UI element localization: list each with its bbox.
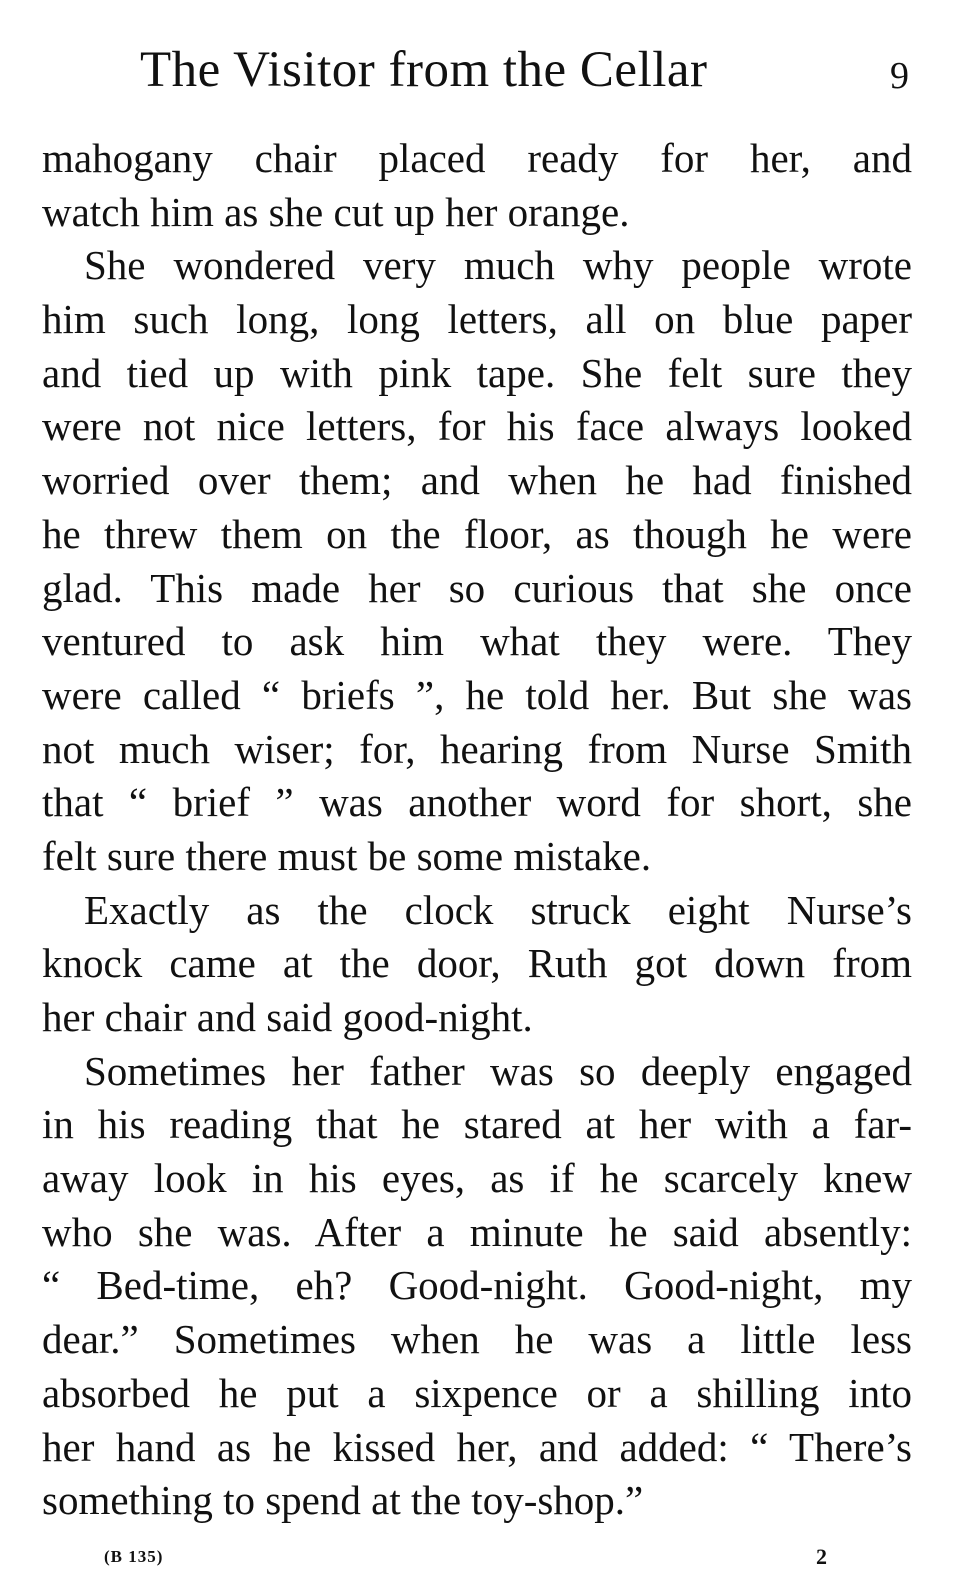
running-title: The Visitor from the Cellar [140, 42, 708, 98]
text-line: something to spend at the toy-shop.” [42, 1477, 644, 1524]
text-line: away look in his eyes, as if he scarcely knew [42, 1155, 912, 1202]
text-line: ventured to ask him what they were. They [42, 618, 912, 665]
text-line: watch him as she cut up her orange. [42, 188, 630, 235]
text-line: not much wiser; for, hearing from Nurse Smith [42, 725, 912, 772]
text-line: in his reading that he stared at her with a far- [42, 1101, 912, 1148]
text-line: her hand as he kissed her, and added: “ There’s [42, 1423, 912, 1470]
text-line: he threw them on the floor, as though he were [42, 510, 912, 557]
text-line: glad. This made her so curious that she once [42, 564, 912, 611]
text-line: and tied up with pink tape. She felt sure they [42, 349, 912, 396]
page-number: 9 [890, 55, 909, 97]
text-line: were called “ briefs ”, he told her. But she was [42, 671, 912, 718]
body-text [42, 132, 912, 1528]
text-line: were not nice letters, for his face always looked [42, 403, 912, 450]
text-line: him such long, long letters, all on blue paper [42, 296, 912, 343]
text-line: knock came at the door, Ruth got down from [42, 940, 912, 987]
running-head [140, 40, 920, 110]
text-line: “ Bed-time, eh? Good-night. Good-night, my [42, 1262, 912, 1309]
paragraph-first-line: Sometimes her father was so deeply engaged [84, 1047, 912, 1094]
paragraph-first-line: Exactly as the clock struck eight Nurse’s [84, 886, 912, 933]
text-line: dear.” Sometimes when he was a little less [42, 1316, 912, 1363]
signature-number: 2 [816, 1544, 827, 1569]
text-line: who she was. After a minute he said absently: [42, 1208, 912, 1255]
text-line: her chair and said good-night. [42, 994, 533, 1040]
text-line: mahogany chair placed ready for her, and [42, 135, 912, 181]
text-line: felt sure there must be some mistake. [42, 832, 652, 879]
text-line: absorbed he put a sixpence or a shilling into [42, 1369, 912, 1416]
signature-mark: (B 135) [104, 1547, 164, 1566]
paragraph-first-line: She wondered very much why people wrote [84, 242, 912, 289]
text-line: that “ brief ” was another word for short, she [42, 779, 912, 826]
page-footer [0, 1545, 966, 1573]
text-line: worried over them; and when he had finished [42, 457, 912, 504]
